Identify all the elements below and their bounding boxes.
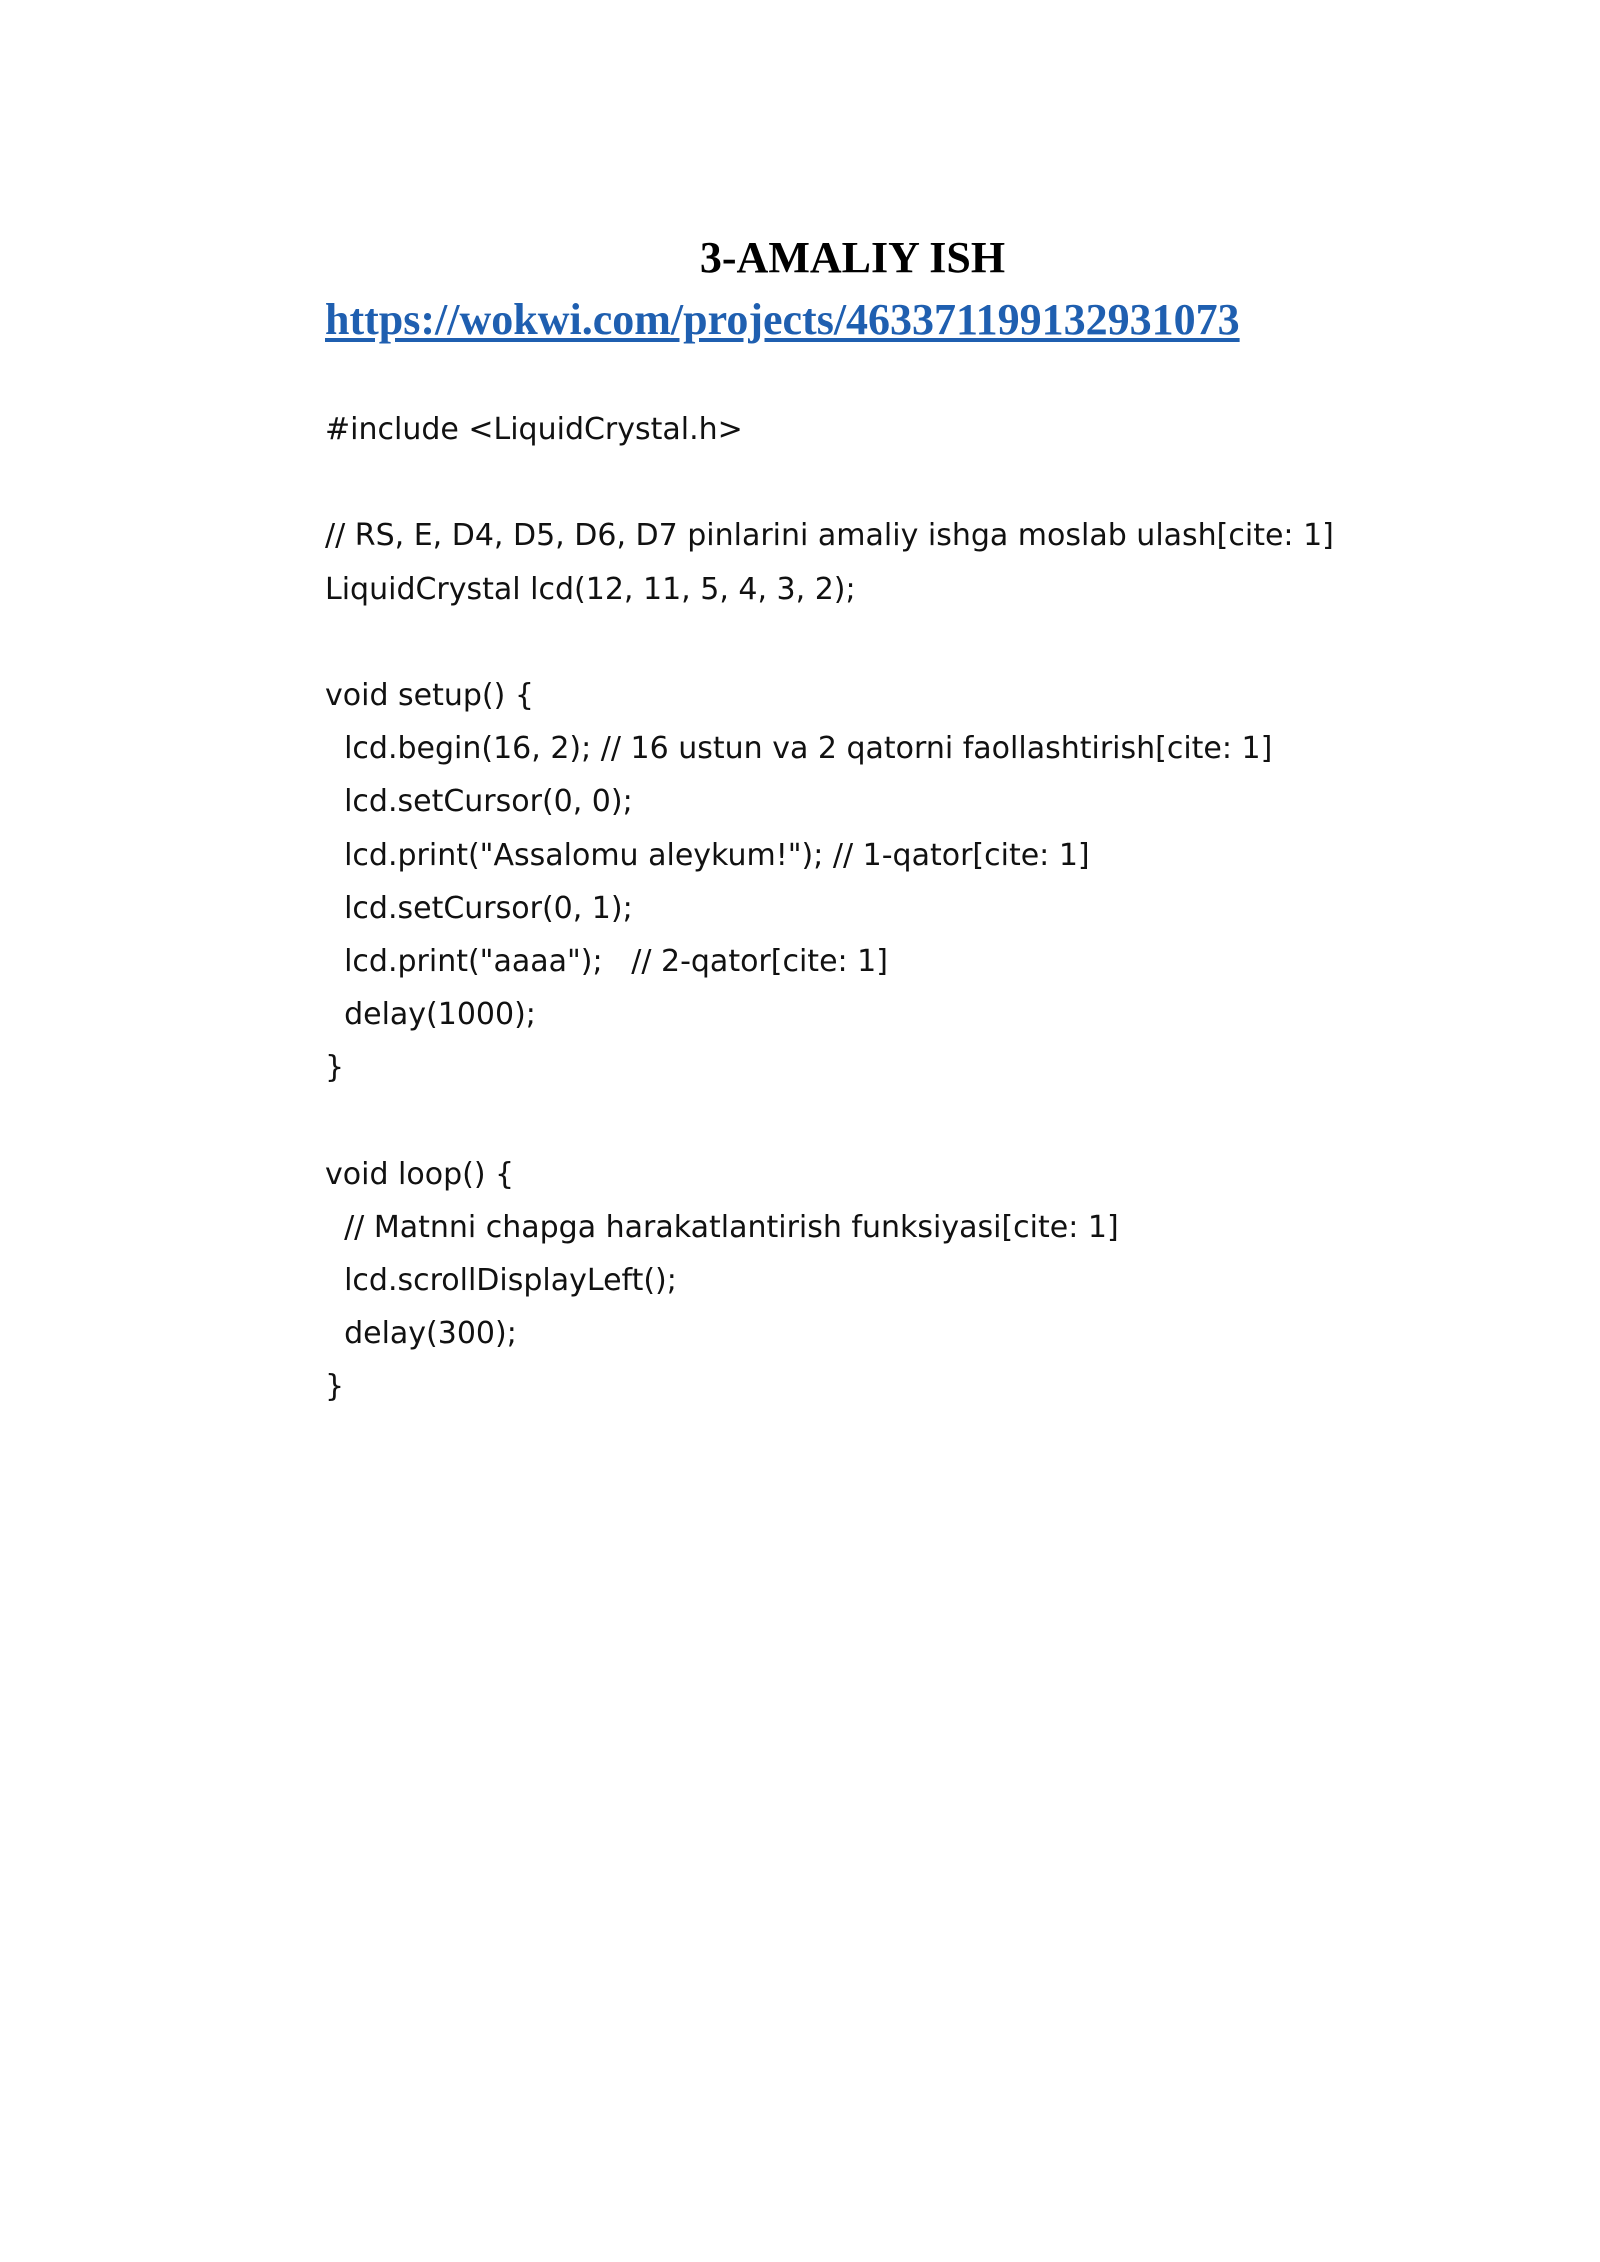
code-line bbox=[325, 616, 1325, 669]
code-line bbox=[325, 1094, 1325, 1147]
code-line: // RS, E, D4, D5, D6, D7 pinlarini amaliy ishga moslab ulash[cite: 1] bbox=[325, 518, 1334, 554]
code-line: delay(300); bbox=[325, 1316, 517, 1352]
code-line: lcd.print("Assalomu aleykum!"); // 1-qator[cite: 1] bbox=[325, 837, 1090, 873]
code-line: } bbox=[325, 1050, 345, 1086]
code-line: // Matnni chapga harakatlantirish funksiyasi[cite: 1] bbox=[325, 1209, 1119, 1245]
code-line: lcd.setCursor(0, 1); bbox=[325, 890, 633, 926]
page-title: 3-AMALIY ISH bbox=[699, 233, 1006, 282]
code-line: } bbox=[325, 1369, 345, 1405]
code-line bbox=[325, 456, 1325, 509]
code-line: delay(1000); bbox=[325, 997, 536, 1033]
code-block bbox=[325, 403, 1334, 1414]
code-line: void setup() { bbox=[325, 677, 534, 713]
code-line: lcd.begin(16, 2); // 16 ustun va 2 qatorni faollashtirish[cite: 1] bbox=[325, 731, 1273, 767]
code-line: lcd.setCursor(0, 0); bbox=[325, 784, 633, 820]
code-line: LiquidCrystal lcd(12, 11, 5, 4, 3, 2); bbox=[325, 571, 856, 607]
code-line: lcd.print("aaaa"); // 2-qator[cite: 1] bbox=[325, 943, 888, 979]
project-link[interactable]: https://wokwi.com/projects/463371199132931073 bbox=[325, 295, 1240, 344]
code-line: void loop() { bbox=[325, 1156, 515, 1192]
code-line: lcd.scrollDisplayLeft(); bbox=[325, 1263, 677, 1298]
code-line: #include <LiquidCrystal.h> bbox=[325, 412, 743, 447]
